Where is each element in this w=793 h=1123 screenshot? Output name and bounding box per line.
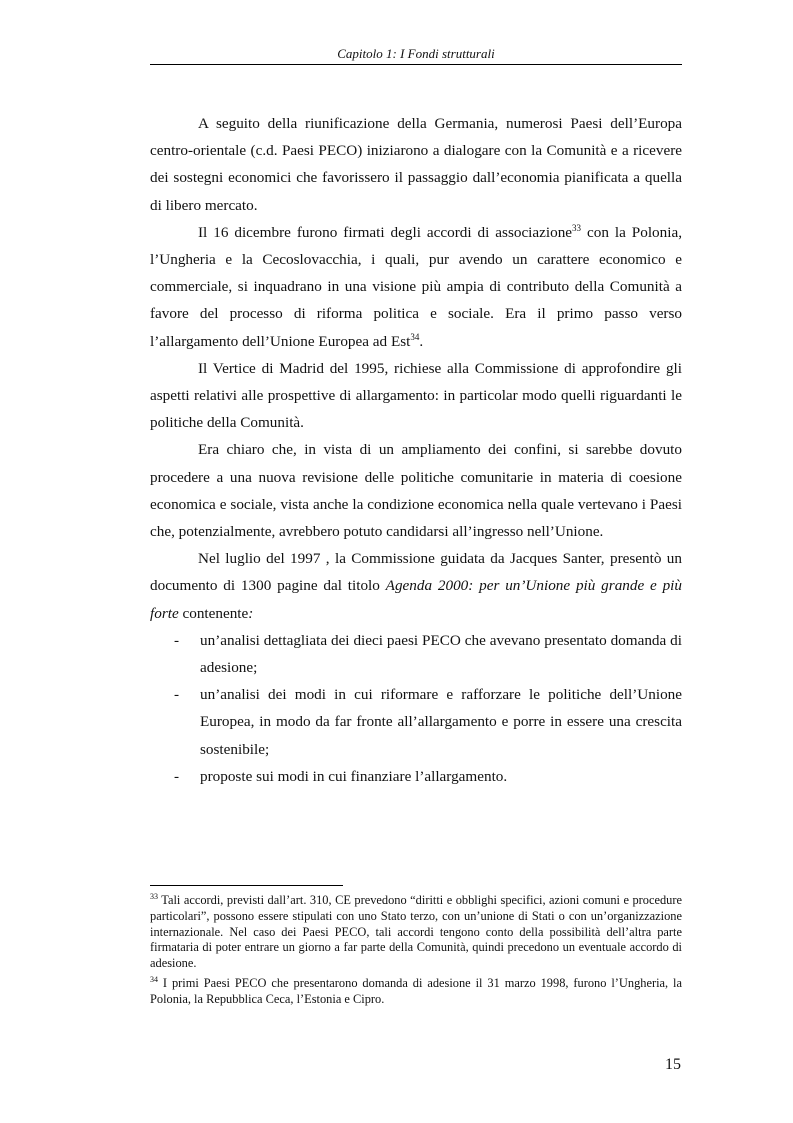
bullet-list bbox=[150, 627, 682, 790]
main-text bbox=[150, 110, 682, 790]
footnotes bbox=[150, 893, 682, 1012]
paragraph-2: Il 16 dicembre furono firmati degli accordi di associazione$^{33}$ con la Polonia, l’Ungheria e la Cecoslovacchia, i quali, pur avendo un carattere economico e commerciale, si inquadrano in una visione più ampia di contributo della Comunità a favore del processo di riforma politica e sociale. Era il primo passo verso l’allargamento dell’Unione Europea ad Est$^{34}$. bbox=[150, 222, 683, 350]
list-item: - un’analisi dei modi in cui riformare e rafforzare le politiche dell’Unione Europea, in modo da far fronte all’allargamento e porre in essere una crescita sostenibile; bbox=[150, 681, 682, 763]
footnote-rule bbox=[150, 885, 343, 886]
dash-marker: - bbox=[174, 631, 180, 649]
header-rule bbox=[150, 64, 682, 65]
list-item: - un’analisi dettagliata dei dieci paesi PECO che avevano presentato domanda di adesione; bbox=[150, 627, 682, 681]
paragraph-1: A seguito della riunificazione della Germania, numerosi Paesi dell’Europa centro-orientale (c.d. Paesi PECO) iniziarono a dialogare con la Comunità e a ricevere dei sostegni economici che favorissero il passaggio dall’economia pianificata a quella di libero mercato. bbox=[150, 115, 682, 214]
document-title: Agenda 2000: per un’Unione più grande e più forte bbox=[150, 577, 682, 622]
footnote-33: $^{33}$ Tali accordi, previsti dall’art. 310, CE prevedono “diritti e obblighi specifici, azioni comuni e procedure particolari”, possono essere stipulati con uno Stato terzo, con un’unione di Stati o con un’organizzazione internazionale. Nel caso dei Paesi PECO, tali accordi tengono conto della possibilità dell’altra parte firmataria di poter entrare un giorno a far parte della Comunità, quindi precedono un eventuale accordo di adesione. bbox=[150, 891, 682, 971]
paragraph-4: Era chiaro che, in vista di un ampliamento dei confini, si sarebbe dovuto procedere a una nuova revisione delle politiche comunitarie in materia di coesione economica e sociale, vista anche la condizione economica nella quale vertevano i Paesi che, potenzialmente, avrebbero potuto candidarsi all’ingresso nell’Unione. bbox=[150, 441, 682, 541]
footnote-ref-34[interactable]: 34 bbox=[410, 331, 420, 342]
list-item: - proposte sui modi in cui finanziare l’allargamento. bbox=[150, 763, 682, 790]
page-number: 15 bbox=[665, 1056, 681, 1073]
footnote-ref-33[interactable]: 33 bbox=[572, 222, 582, 233]
running-header: Capitolo 1: I Fondi strutturali bbox=[337, 46, 495, 61]
dash-marker: - bbox=[174, 686, 180, 704]
paragraph-3: Il Vertice di Madrid del 1995, richiese alla Commissione di approfondire gli aspetti relativi alle prospettive di allargamento: in particolar modo quelli riguardanti le politiche della Comunità. bbox=[150, 359, 682, 432]
dash-marker: - bbox=[174, 767, 180, 785]
footnote-34: $^{34}$ I primi Paesi PECO che presentarono domanda di adesione il 31 marzo 1998, furono l’Ungheria, la Polonia, la Repubblica Ceca, l’Estonia e Cipro. bbox=[150, 974, 682, 1006]
paragraph-5: Nel luglio del 1997 , la Commissione guidata da Jacques Santer, presentò un documento di 1300 pagine dal titolo Agenda 2000: per un’Unione più grande e più forte contenente: bbox=[150, 550, 682, 622]
